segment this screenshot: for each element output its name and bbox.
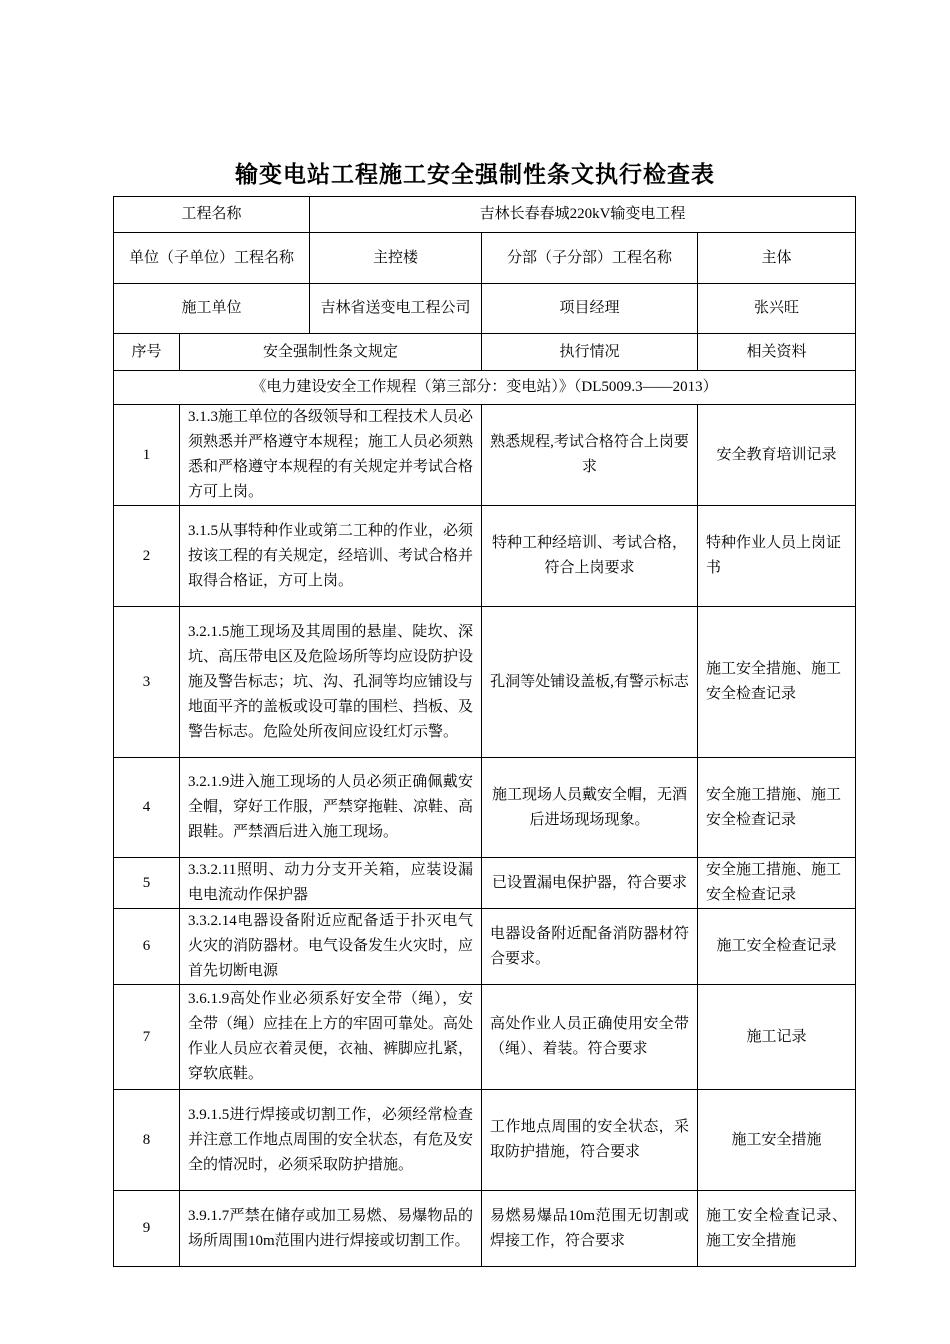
table-row (114, 985, 856, 1090)
unit-label: 单位（子单位）工程名称 (114, 233, 310, 284)
status-text: 熟悉规程,考试合格符合上岗要求 (482, 405, 698, 506)
page-title: 输变电站工程施工安全强制性条文执行检查表 (235, 162, 715, 188)
unit-value: 主控楼 (310, 233, 482, 284)
manager-label: 项目经理 (482, 284, 698, 334)
table-row (114, 607, 856, 758)
status-text: 易燃易爆品10m范围无切割或焊接工作，符合要求 (482, 1191, 698, 1267)
status-text: 工作地点周围的安全状态，采取防护措施，符合要求 (482, 1090, 698, 1191)
section-title: 《电力建设安全工作规程（第三部分：变电站）》（DL5009.3——2013） (114, 371, 856, 405)
table-row (114, 758, 856, 858)
rule-text: 3.9.1.7严禁在储存或加工易燃、易爆物品的场所周围10m范围内进行焊接或切割工作。 (180, 1191, 482, 1267)
manager-value: 张兴旺 (698, 284, 856, 334)
rule-text: 3.2.1.5施工现场及其周围的悬崖、陡坎、深坑、高压带电区及危险场所等均应设防护设施及警告标志；坑、沟、孔洞等均应铺设与地面平齐的盖板或设可靠的围栏、挡板、及警告标志。危险处所夜间应设红灯示警。 (180, 607, 482, 758)
table-row (114, 506, 856, 607)
status-text: 特种工种经培训、考试合格，符合上岗要求 (482, 506, 698, 607)
project-name-row (114, 197, 856, 233)
row-number: 6 (114, 909, 180, 985)
unit-row (114, 233, 856, 284)
docs-text: 施工安全措施、施工安全检查记录 (698, 607, 856, 758)
status-text: 高处作业人员正确使用安全带（绳）、着装。符合要求 (482, 985, 698, 1090)
rule-text: 3.6.1.9高处作业必须系好安全带（绳），安全带（绳）应挂在上方的牢固可靠处。高处作业人员应衣着灵便，衣袖、裤脚应扎紧，穿软底鞋。 (180, 985, 482, 1090)
column-header-status: 执行情况 (482, 334, 698, 371)
table-row (114, 1191, 856, 1267)
contractor-value: 吉林省送变电工程公司 (310, 284, 482, 334)
status-text: 已设置漏电保护器，符合要求 (482, 858, 698, 909)
docs-text: 施工记录 (698, 985, 856, 1090)
inspection-table (113, 196, 856, 1267)
docs-text: 安全教育培训记录 (698, 405, 856, 506)
row-number: 5 (114, 858, 180, 909)
rule-text: 3.2.1.9进入施工现场的人员必须正确佩戴安全帽，穿好工作服，严禁穿拖鞋、凉鞋、高跟鞋。严禁酒后进入施工现场。 (180, 758, 482, 858)
section-title-row (114, 371, 856, 405)
docs-text: 安全施工措施、施工安全检查记录 (698, 758, 856, 858)
status-text: 施工现场人员戴安全帽，无酒后进场现场现象。 (482, 758, 698, 858)
row-number: 4 (114, 758, 180, 858)
status-text: 孔洞等处铺设盖板,有警示标志 (482, 607, 698, 758)
division-label: 分部（子分部）工程名称 (482, 233, 698, 284)
row-number: 9 (114, 1191, 180, 1267)
row-number: 2 (114, 506, 180, 607)
rule-text: 3.1.5从事特种作业或第二工种的作业，必须按该工程的有关规定，经培训、考试合格并取得合格证，方可上岗。 (180, 506, 482, 607)
column-header-docs: 相关资料 (698, 334, 856, 371)
rule-text: 3.9.1.5进行焊接或切割工作，必须经常检查并注意工作地点周围的安全状态，有危及安全的情况时，必须采取防护措施。 (180, 1090, 482, 1191)
project-name-value: 吉林长春春城220kV输变电工程 (310, 197, 856, 233)
contractor-row (114, 284, 856, 334)
table-row (114, 858, 856, 909)
table-row (114, 405, 856, 506)
table-row (114, 1090, 856, 1191)
docs-text: 特种作业人员上岗证书 (698, 506, 856, 607)
docs-text: 施工安全检查记录 (698, 909, 856, 985)
docs-text: 安全施工措施、施工安全检查记录 (698, 858, 856, 909)
row-number: 1 (114, 405, 180, 506)
table-row (114, 909, 856, 985)
contractor-label: 施工单位 (114, 284, 310, 334)
docs-text: 施工安全检查记录、施工安全措施 (698, 1191, 856, 1267)
division-value: 主体 (698, 233, 856, 284)
column-header-row (114, 334, 856, 371)
status-text: 电器设备附近配备消防器材符合要求。 (482, 909, 698, 985)
row-number: 8 (114, 1090, 180, 1191)
project-name-label: 工程名称 (114, 197, 310, 233)
column-header-no: 序号 (114, 334, 180, 371)
row-number: 7 (114, 985, 180, 1090)
rule-text: 3.3.2.11照明、动力分支开关箱，应装设漏电电流动作保护器 (180, 858, 482, 909)
docs-text: 施工安全措施 (698, 1090, 856, 1191)
row-number: 3 (114, 607, 180, 758)
rule-text: 3.3.2.14电器设备附近应配备适于扑灭电气火灾的消防器材。电气设备发生火灾时，应首先切断电源 (180, 909, 482, 985)
rule-text: 3.1.3施工单位的各级领导和工程技术人员必须熟悉并严格遵守本规程；施工人员必须熟悉和严格遵守本规程的有关规定并考试合格方可上岗。 (180, 405, 482, 506)
column-header-rule: 安全强制性条文规定 (180, 334, 482, 371)
